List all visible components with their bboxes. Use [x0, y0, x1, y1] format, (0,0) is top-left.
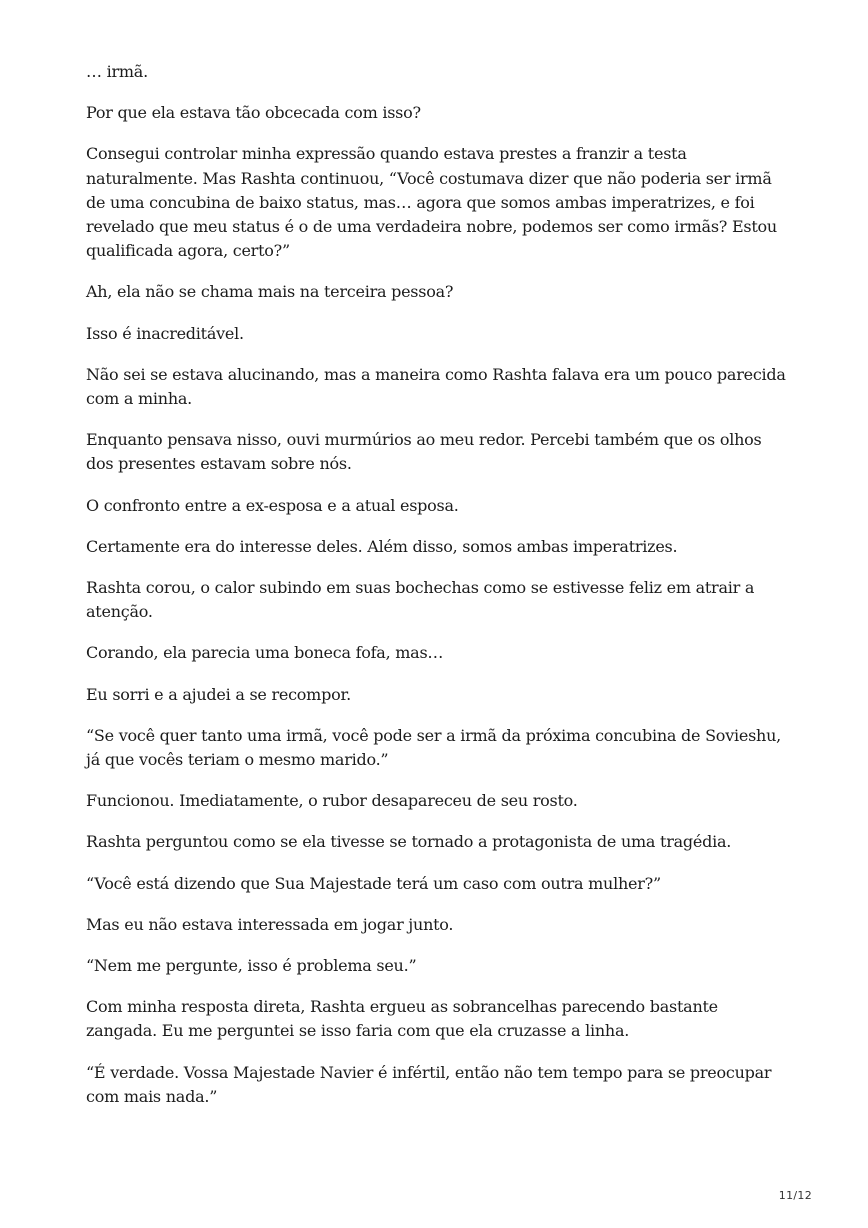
paragraph: Enquanto pensava nisso, ouvi murmúrios ao meu redor. Percebi também que os olhos dos presentes estavam sobre nós. [86, 430, 762, 474]
paragraph: “Nem me pergunte, isso é problema seu.” [86, 956, 417, 976]
paragraph: Rashta perguntou como se ela tivesse se tornado a protagonista de uma tragédia. [86, 832, 732, 852]
paragraph: Funcionou. Imediatamente, o rubor desapareceu de seu rosto. [86, 791, 578, 811]
paragraph: Rashta corou, o calor subindo em suas bochechas como se estivesse feliz em atrair a atenção. [86, 578, 755, 622]
document-body [86, 60, 790, 1126]
paragraph: Eu sorri e a ajudei a se recompor. [86, 684, 351, 704]
paragraph: Por que ela estava tão obcecada com isso? [86, 103, 421, 123]
paragraph: “Se você quer tanto uma irmã, você pode ser a irmã da próxima concubina de Sovieshu, já que vocês teriam o mesmo marido.” [86, 725, 781, 770]
page-number: 11/12 [778, 1189, 812, 1202]
paragraph: … irmã. [86, 62, 148, 81]
paragraph: Consegui controlar minha expressão quando estava prestes a franzir a testa naturalmente. Mas Rashta continuou, “Você costumava dizer que não poderia ser irmã de uma concubina de baixo status, mas… agora que somos ambas imperatrizes, e foi revelado que meu status é o de uma verdadeira nobre, podemos ser como irmãs? Estou qualificada agora, certo?” [86, 144, 777, 261]
paragraph: O confronto entre a ex-esposa e a atual esposa. [86, 495, 459, 515]
paragraph: Com minha resposta direta, Rashta ergueu as sobrancelhas parecendo bastante zangada. Eu me perguntei se isso faria com que ela cruzasse a linha. [86, 997, 718, 1041]
paragraph: Mas eu não estava interessada em jogar junto. [86, 914, 454, 934]
paragraph: Não sei se estava alucinando, mas a maneira como Rashta falava era um pouco parecida com a minha. [86, 364, 786, 409]
paragraph: Certamente era do interesse deles. Além disso, somos ambas imperatrizes. [86, 536, 678, 556]
paragraph: “É verdade. Vossa Majestade Navier é infértil, então não tem tempo para se preocupar com mais nada.” [86, 1062, 772, 1106]
paragraph: Corando, ela parecia uma boneca fofa, mas… [86, 643, 444, 663]
paragraph: “Você está dizendo que Sua Majestade terá um caso com outra mulher?” [86, 873, 661, 893]
paragraph: Isso é inacreditável. [86, 323, 244, 343]
paragraph: Ah, ela não se chama mais na terceira pessoa? [86, 282, 454, 302]
